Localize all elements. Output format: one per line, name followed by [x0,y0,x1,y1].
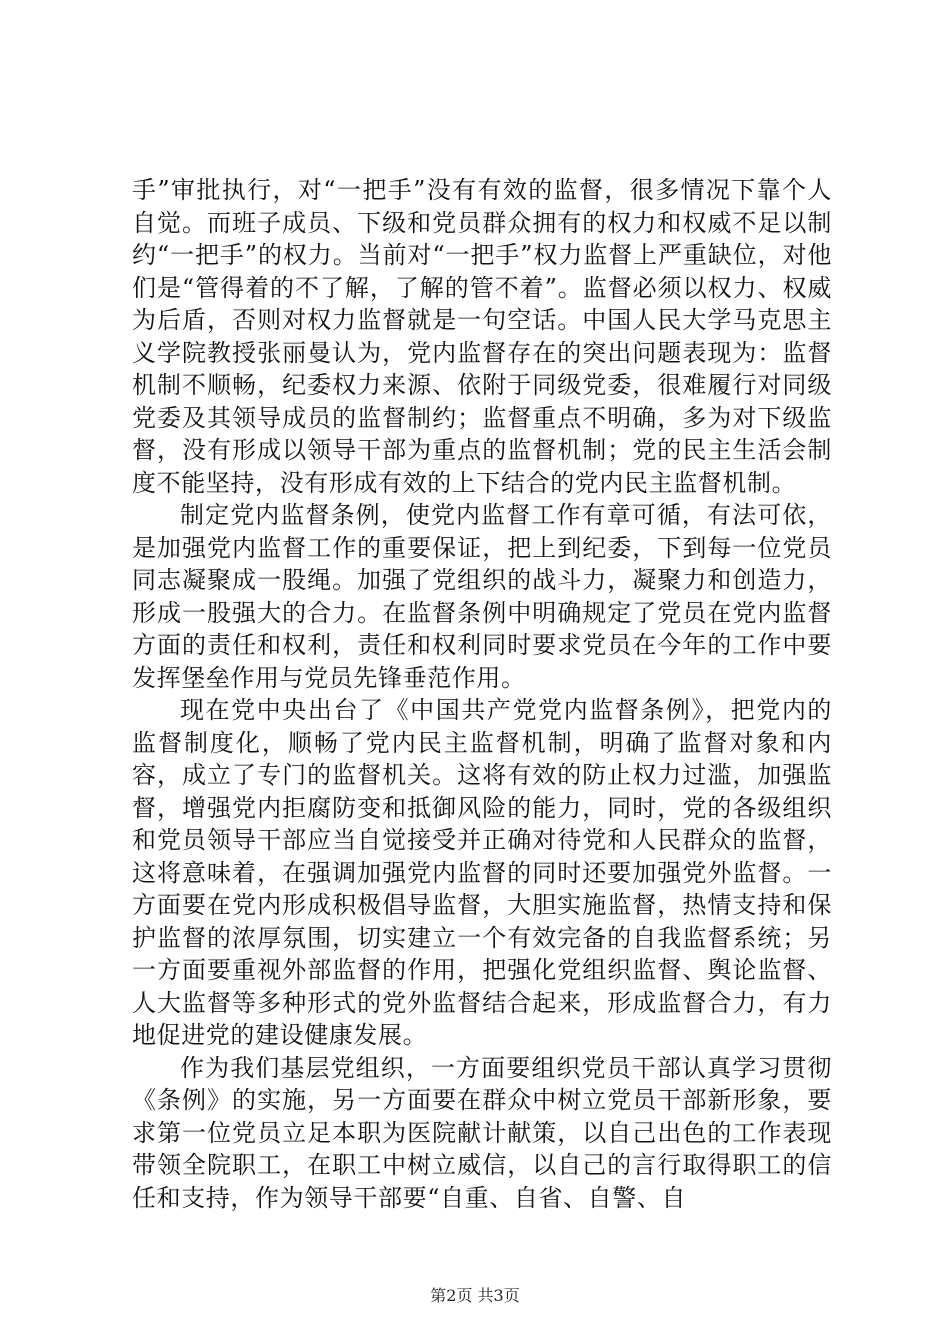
page-footer: 第2页 共3页 [430,1286,520,1305]
paragraph-2: 制定党内监督条例，使党内监督工作有章可循，有法可依，是加强党内监督工作的重要保证，把上到纪委，下到每一位党员同志凝聚成一股绳。加强了党组织的战斗力，凝聚力和创造力，形成一股强大的合力。在监督条例中明确规定了党员在党内监督方面的责任和权利，责任和权利同时要求党员在今年的工作中要发挥堡垒作用与党员先锋垂范作用。 [132,501,832,692]
paragraph-1: 手”审批执行，对“一把手”没有有效的监督，很多情况下靠个人自觉。而班子成员、下级和党员群众拥有的权力和权威不足以制约“一把手”的权力。当前对“一把手”权力监督上严重缺位，对他们是“管得着的不了解，了解的管不着”。监督必须以权力、权威为后盾，否则对权力监督就是一句空话。中国人民大学马克思主义学院教授张丽曼认为，党内监督存在的突出问题表现为：监督机制不顺畅，纪委权力来源、依附于同级党委，很难履行对同级党委及其领导成员的监督制约；监督重点不明确，多为对下级监督，没有形成以领导干部为重点的监督机制；党的民主生活会制度不能坚持，没有形成有效的上下结合的党内民主监督机制。 [132,176,832,497]
paragraph-3: 现在党中央出台了《中国共产党党内监督条例》，把党内的监督制度化，顺畅了党内民主监督机制，明确了监督对象和内容，成立了专门的监督机关。这将有效的防止权力过滥，加强监督，增强党内拒腐防变和抵御风险的能力，同时，党的各级组织和党员领导干部应当自觉接受并正确对待党和人民群众的监督，这将意味着，在强调加强党内监督的同时还要加强党外监督。一方面要在党内形成积极倡导监督，大胆实施监督，热情支持和保护监督的浓厚氛围，切实建立一个有效完备的自我监督系统；另一方面要重视外部监督的作用，把强化党组织监督、舆论监督、人大监督等多种形式的党外监督结合起来，形成监督合力，有力地促进党的建设健康发展。 [132,696,832,1049]
paragraph-4: 作为我们基层党组织，一方面要组织党员干部认真学习贯彻《条例》的实施，另一方面要在群众中树立党员干部新形象，要求第一位党员立足本职为医院献计献策，以自己出色的工作表现带领全院职工，在职工中树立威信，以自己的言行取得职工的信任和支持，作为领导干部要“自重、自省、自警、自 [132,1053,832,1212]
document-body [132,174,832,1214]
